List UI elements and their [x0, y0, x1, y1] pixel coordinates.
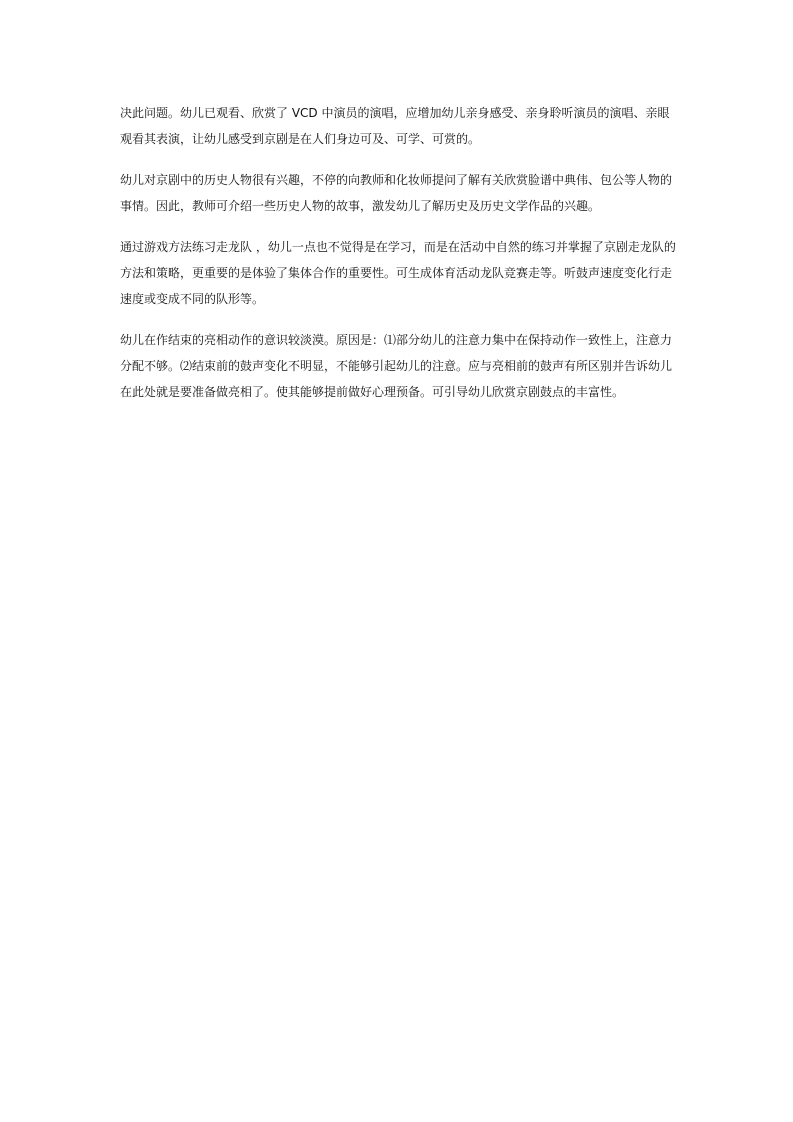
paragraph-line: 决此问题。幼儿已观看、欣赏了 VCD 中演员的演唱，应增加幼儿亲身感受、亲身聆听演员的演唱、亲眼 [120, 106, 670, 120]
paragraph-1 [120, 100, 680, 152]
paragraph-line: 在此处就是要准备做亮相了。使其能够提前做好心理预备。可引导幼儿欣赏京剧鼓点的丰富性。 [120, 385, 625, 399]
paragraph-3 [120, 234, 680, 312]
paragraph-line: 方法和策略，更重要的是体验了集体合作的重要性。可生成体育活动龙队竞赛走等。听鼓声速度变化行走 [120, 266, 673, 280]
paragraph-line: 观看其表演，让幼儿感受到京剧是在人们身边可及、可学、可赏的。 [120, 132, 481, 146]
paragraph-line: 幼儿对京剧中的历史人物很有兴趣，不停的向教师和化妆师提问了解有关欣赏脸谱中典伟、包公等人物的 [120, 173, 673, 187]
paragraph-4 [120, 327, 680, 405]
paragraph-line: 通过游戏方法练习走龙队 ，幼儿一点也不觉得是在学习，而是在活动中自然的练习并掌握了京剧走龙队的 [120, 240, 676, 254]
paragraph-line: 事情。因此，教师可介绍一些历史人物的故事，激发幼儿了解历史及历史文学作品的兴趣。 [120, 199, 601, 213]
paragraph-line: 幼儿在作结束的亮相动作的意识较淡漠。原因是：⑴部分幼儿的注意力集中在保持动作一致性上，注意力 [120, 333, 673, 347]
paragraph-line: 分配不够。⑵结束前的鼓声变化不明显，不能够引起幼儿的注意。应与亮相前的鼓声有所区别并告诉幼儿 [120, 359, 673, 373]
paragraph-2 [120, 167, 680, 219]
paragraph-line: 速度或变成不同的队形等。 [120, 292, 265, 306]
document-body [120, 100, 680, 420]
